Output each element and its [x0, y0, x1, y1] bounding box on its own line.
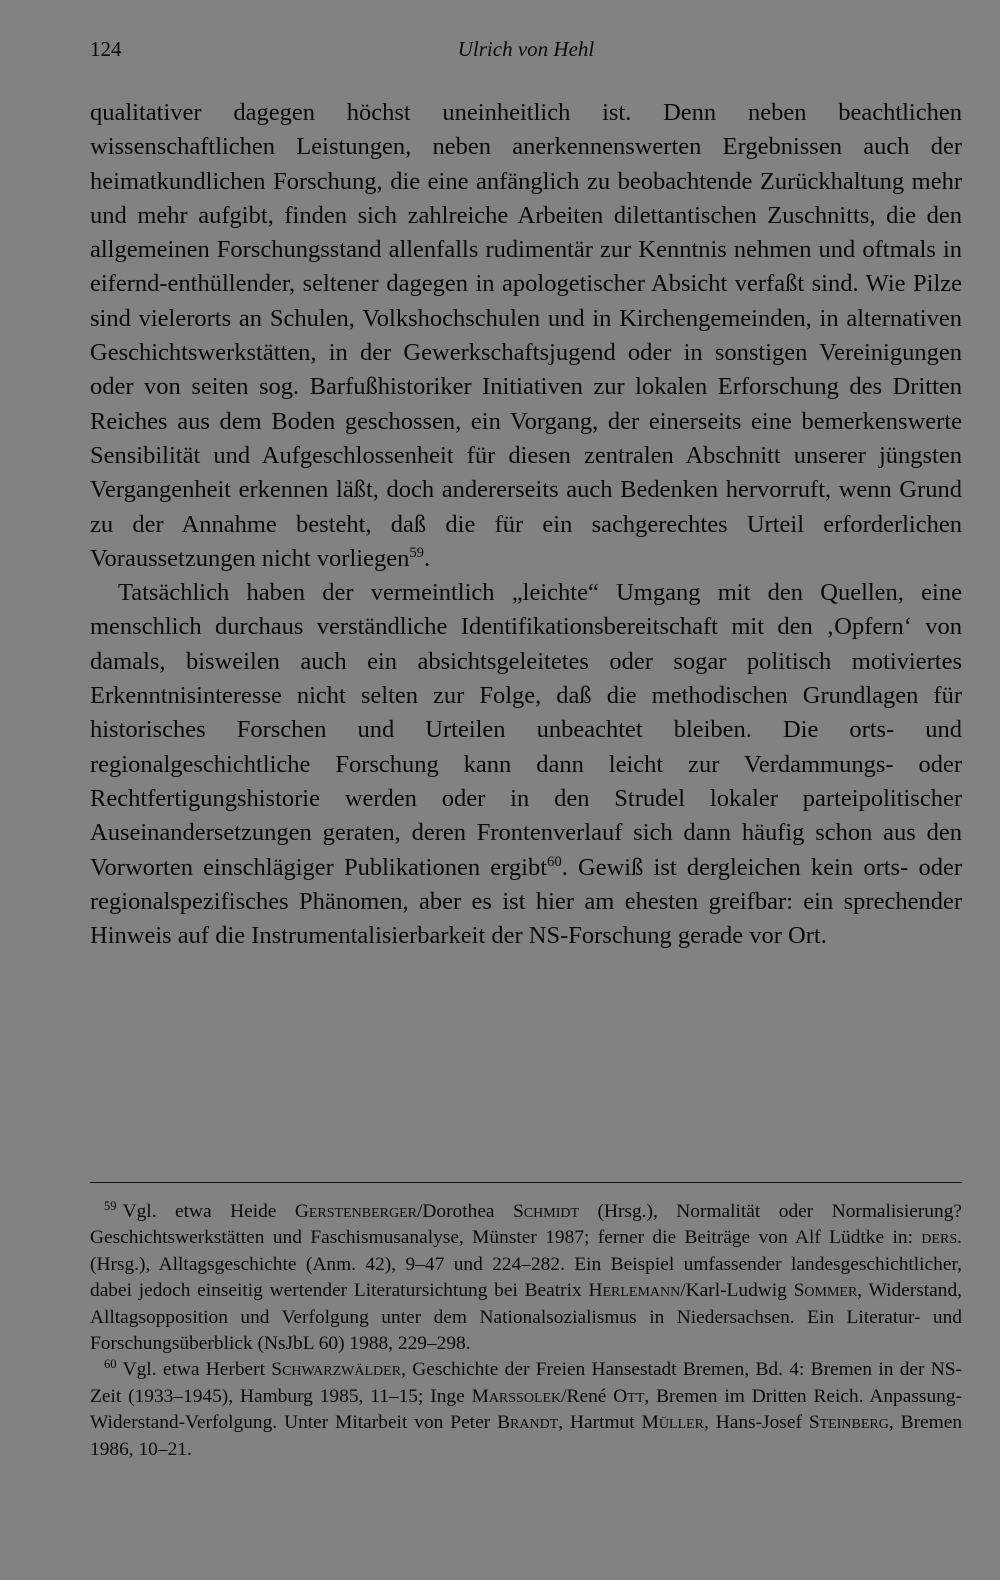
footnote-59-text: , Widerstand, Alltagsopposition und Verfolgung unter dem Nationalsozialismus in Niedersachsen. Ein Literatur- und Forschungsüberblick (NsJbL 60) 1988, 229–298. — [90, 1280, 962, 1355]
author-name: ders. — [921, 1227, 962, 1249]
footnote-separator — [90, 1182, 962, 1183]
footnote-59-text: /Karl-Ludwig — [680, 1280, 794, 1302]
author-name: Brandt — [497, 1412, 559, 1434]
page-number: 124 — [90, 37, 122, 61]
author-name: Sommer — [793, 1280, 858, 1302]
footnote-number-59: 59 — [104, 1198, 117, 1213]
main-text — [90, 96, 962, 953]
running-head-author: Ulrich von Hehl — [457, 37, 595, 61]
author-name: Müller — [641, 1412, 704, 1434]
author-name: Schmidt — [513, 1201, 580, 1222]
footnote-ref-59: 59 — [409, 544, 425, 561]
footnote-59-text: (Hrsg.), Normalität oder Normalisierung? Geschichtswerkstätten und Faschismusanalyse, Münster 1987; ferner die Beiträge von Alf Lüdtke in: — [90, 1201, 962, 1249]
footnote-59-text: /Dorothea — [417, 1201, 514, 1222]
paragraph-2 — [90, 576, 962, 953]
page-header — [90, 34, 962, 68]
author-name: Ott — [613, 1385, 645, 1407]
author-name: Marssolek — [471, 1385, 562, 1407]
author-name: Gerstenberger — [294, 1201, 417, 1222]
footnote-60-text: Vgl. etwa Herbert — [122, 1359, 272, 1381]
footnote-59 — [90, 1199, 962, 1357]
footnote-number-60: 60 — [104, 1356, 117, 1371]
paragraph-1-end: . — [424, 544, 431, 572]
author-name: Steinberg — [808, 1412, 889, 1434]
paragraph-1 — [90, 96, 962, 576]
footnote-60-text: , Geschichte der Freien Hansestadt Bremen, Bd. 4: Bremen in der NS-Zeit (1933–1945), Hamburg 1985, 11–15; Inge — [90, 1359, 963, 1407]
paragraph-2-end: . Gewiß ist dergleichen kein orts- oder regionalspezifisches Phänomen, aber es ist hier am ehesten greifbar: ein sprechender Hinweis auf die Instrumentalisierbarkeit der NS-Forschung gerade vor Ort. — [90, 853, 962, 950]
footnote-60-text: /René — [561, 1385, 614, 1407]
footnote-60-text: , Hartmut — [558, 1412, 642, 1434]
footnote-60 — [90, 1357, 962, 1463]
author-name: Schwarzwälder — [271, 1359, 402, 1381]
footnote-59-text: Vgl. etwa Heide — [122, 1201, 295, 1222]
footnotes — [90, 1199, 962, 1463]
paragraph-2-text: Tatsächlich haben der vermeintlich „leichte“ Umgang mit den Quellen, eine menschlich durchaus verständliche Identifikationsbereitschaft mit den ‚Opfern‘ von damals, bisweilen auch ein absichtsgeleitetes oder sogar politisch motiviertes Erkenntnisinteresse nicht selten zur Folge, daß die methodischen Grundlagen für historisches Forschen und Urteilen unbeachtet bleiben. Die orts- und regionalgeschichtliche Forschung kann dann leicht zur Verdammungs- oder Rechtfertigungshistorie werden oder in den Strudel lokaler parteipolitischer Auseinandersetzungen geraten, deren Frontenverlauf sich dann häufig schon aus den Vorworten einschlägiger Publikationen ergibt — [90, 579, 962, 881]
footnote-59-text: (Hrsg.), Alltagsgeschichte (Anm. 42), 9–47 und 224–282. Ein Beispiel umfassender landesgeschichtlicher, dabei jedoch einseitig wertender Literatursichtung bei Beatrix — [90, 1253, 962, 1302]
footnote-60-text: , Bremen 1986, 10–21. — [90, 1412, 963, 1460]
footnote-60-text: , Bremen im Dritten Reich. Anpassung-Widerstand-Verfolgung. Unter Mitarbeit von Peter — [90, 1385, 962, 1434]
author-name: Herlemann — [588, 1280, 681, 1302]
footnote-ref-60: 60 — [547, 853, 562, 870]
footnote-60-text: , Hans-Josef — [703, 1412, 809, 1434]
paragraph-1-text: qualitativer dagegen höchst uneinheitlich ist. Denn neben beachtlichen wissenschaftlichen Leistungen, neben anerkennenswerten Ergebnissen auch der heimatkundlichen Forschung, die eine anfänglich zu beobachtende Zurückhaltung mehr und mehr aufgibt, finden sich zahlreiche Arbeiten dilettantischen Zuschnitts, die den allgemeinen Forschungsstand allenfalls rudimentär zur Kenntnis nehmen und oftmals in eifernd-enthüllender, seltener dagegen in apologetischer Absicht verfaßt sind. Wie Pilze sind vielerorts an Schulen, Volkshochschulen und in Kirchengemeinden, in alternativen Geschichtswerkstätten, in der Gewerkschaftsjugend oder in sonstigen Vereinigungen oder von seiten sog. Barfußhistoriker Initiativen zur lokalen Erforschung des Dritten Reiches aus dem Boden geschossen, ein Vorgang, der einerseits eine bemerkenswerte Sensibilität und Aufgeschlossenheit für diesen zentralen Abschnitt unserer jüngsten Vergangenheit erkennen läßt, doch andererseits auch Bedenken hervorruft, wenn Grund zu der Annahme besteht, daß die für ein sachgerechtes Urteil erforderlichen Voraussetzungen nicht vorliegen — [90, 99, 962, 572]
